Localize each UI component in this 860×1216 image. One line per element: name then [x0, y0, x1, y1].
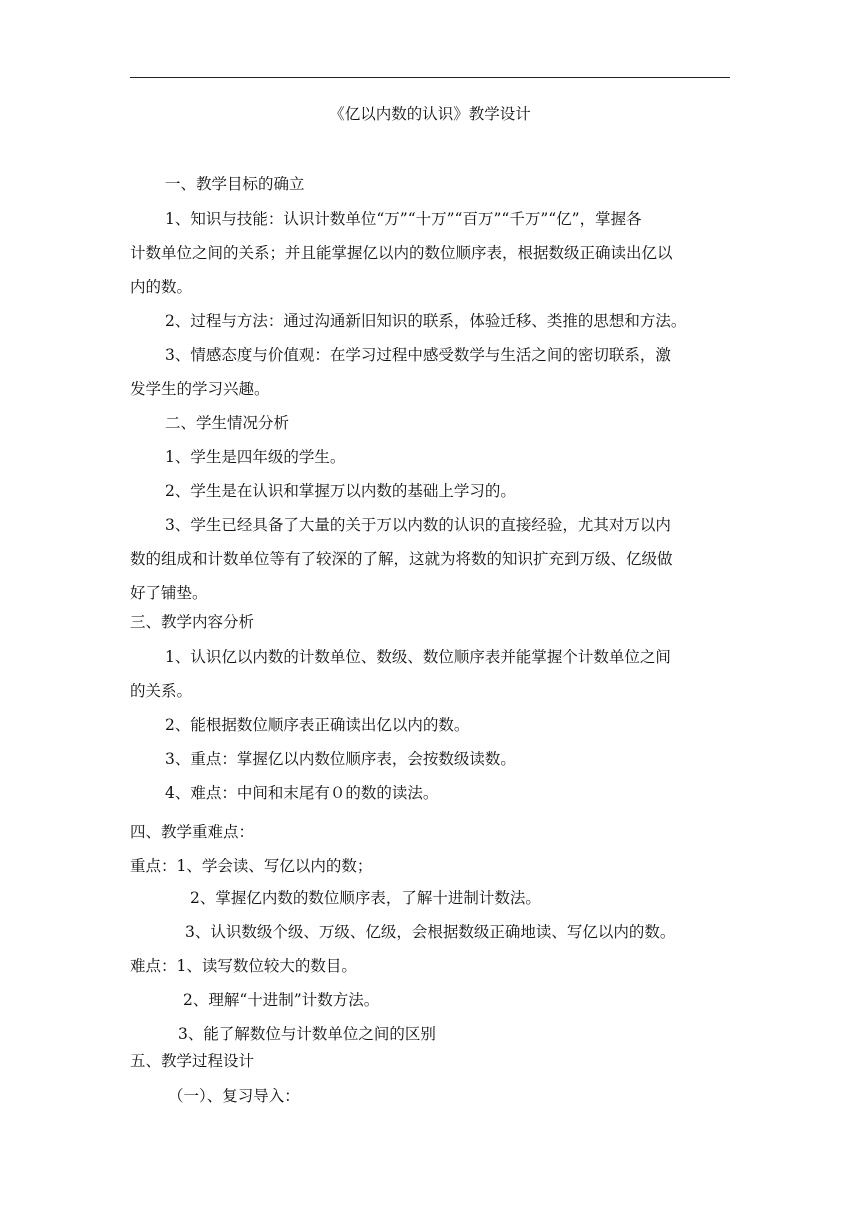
paragraph-line: 3、重点：掌握亿以内数位顺序表，会按数级读数。: [165, 750, 516, 768]
paragraph-line: 2、掌握亿内数的数位顺序表，了解十进制计数法。: [190, 889, 541, 907]
paragraph-line: 计数单位之间的关系；并且能掌握亿以内的数位顺序表，根据数级正确读出亿以: [130, 244, 673, 262]
paragraph-line: 2、能根据数位顺序表正确读出亿以内的数。: [165, 716, 470, 734]
section-heading-3: 三、教学内容分析: [130, 613, 255, 631]
paragraph-line: 2、过程与方法：通过沟通新旧知识的联系，体验迁移、类推的思想和方法。: [165, 312, 687, 330]
paragraph-line: 1、知识与技能：认识计数单位“万”“十万”“百万”“千万”“亿”，掌握各: [165, 210, 642, 228]
paragraph-line: 3、情感态度与价值观：在学习过程中感受数学与生活之间的密切联系，激: [165, 346, 671, 364]
paragraph-line: 1、学生是四年级的学生。: [165, 448, 346, 466]
paragraph-line: 重点：1、学会读、写亿以内的数；: [130, 857, 373, 875]
header-rule: [130, 77, 730, 78]
paragraph-line: 内的数。: [130, 278, 193, 296]
paragraph-line: 2、学生是在认识和掌握万以内数的基础上学习的。: [165, 482, 516, 500]
subsection-heading: （一）、复习导入：: [168, 1087, 300, 1105]
paragraph-line: 好了铺垫。: [130, 584, 208, 602]
paragraph-line: 数的组成和计数单位等有了较深的了解，这就为将数的知识扩充到万级、亿级做: [130, 550, 673, 568]
document-title: 《亿以内数的认识》教学设计: [329, 105, 531, 123]
paragraph-line: 发学生的学习兴趣。: [130, 380, 270, 398]
section-heading-2: 二、学生情况分析: [165, 414, 290, 432]
paragraph-line: 3、能了解数位与计数单位之间的区别: [178, 1025, 436, 1043]
paragraph-line: 4、难点：中间和末尾有０的数的读法。: [165, 784, 439, 802]
paragraph-line: 3、认识数级个级、万级、亿级，会根据数级正确地读、写亿以内的数。: [185, 923, 676, 941]
paragraph-line: 的关系。: [130, 682, 193, 700]
section-heading-4: 四、教学重难点：: [130, 823, 255, 841]
paragraph-line: 2、理解“十进制”计数方法。: [183, 991, 380, 1009]
section-heading-5: 五、教学过程设计: [130, 1052, 255, 1070]
paragraph-line: 3、学生已经具备了大量的关于万以内数的认识的直接经验，尤其对万以内: [165, 516, 671, 534]
section-heading-1: 一、教学目标的确立: [165, 175, 305, 193]
paragraph-line: 难点：1、读写数位较大的数目。: [130, 957, 357, 975]
paragraph-line: 1、认识亿以内数的计数单位、数级、数位顺序表并能掌握个计数单位之间: [165, 648, 671, 666]
